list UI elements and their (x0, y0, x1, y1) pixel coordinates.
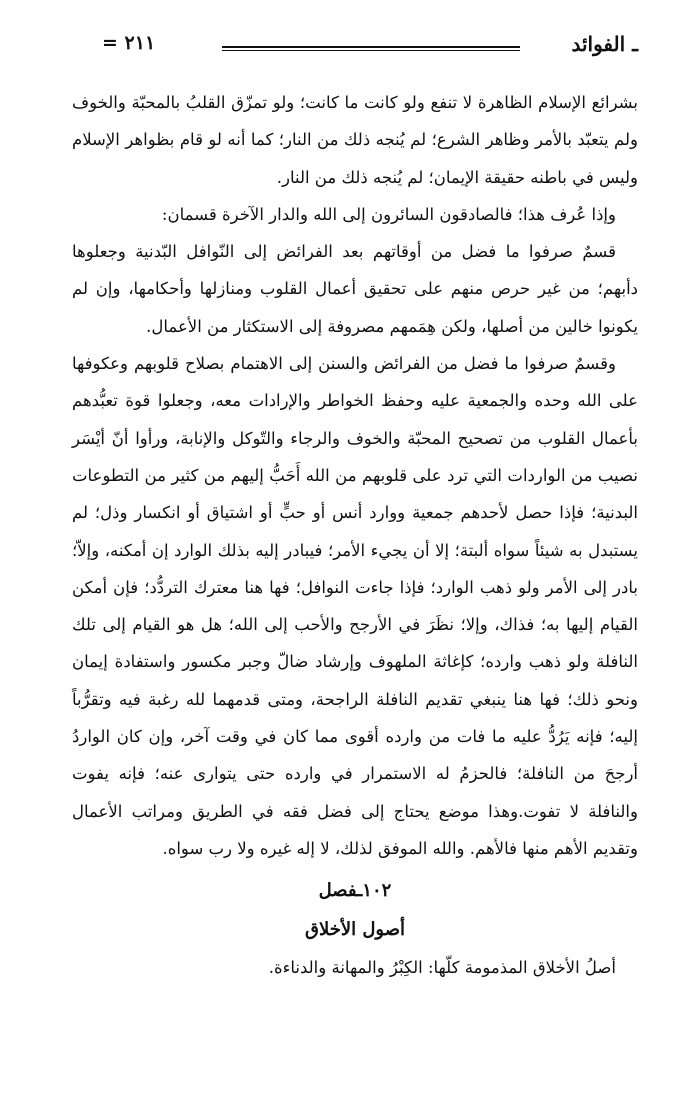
page-number: ٢١١ = (102, 32, 156, 54)
header-rule (222, 46, 520, 51)
page-header (72, 30, 638, 66)
section-title: أصول الأخلاق (304, 919, 406, 941)
paragraph: قسمٌ صرفوا ما فضل من أوقاتهم بعد الفرائض إلى النّوافل البّدنية وجعلوها دأبهم؛ من غير حرص منهم على تحقيق أعمال القلوب ومنازلها وأحكامها، وإن لم يكونوا خالين من أصلها، ولكن هِمَمهم مصروفة إلى الاستكثار من الأعمال. (72, 242, 638, 336)
paragraph: وقسمٌ صرفوا ما فضل من الفرائض والسنن إلى الاهتمام بصلاح قلوبهم وعكوفها على الله وحده والجمعية عليه وحفظ الخواطر والإرادات معه، وجعلوا قوة تعبُّدهم بأعمال القلوب من تصحيح المحبّة والخوف والرجاء والتّوكل والإنابة، ورأوا أنّ أيْسَر نصيب من الواردات التي ترد على قلوبهم من الله أَحَبُّ إليهم من كثير من التطوعات البدنية؛ فإذا حصل لأحدهم جمعية ووارد أنس أو حبٍّ أو اشتياق أو انكسار وذل؛ لم يستبدل به شيئاً سواه ألبتة؛ إلا أن يجيء الأمر؛ فيبادر إليه بذلك الوارد إن أمكنه، وإلاّ؛ بادر إلى الأمر ولو ذهب الوارد؛ فإذا جاءت النوافل؛ فها هنا معترك التردُّد؛ فإن أمكن القيام إليها به؛ فذاك، وإلا؛ نظَرَ في الأرجح والأحب إلى الله؛ هل هو القيام إلى تلك النافلة ولو ذهب وارده؛ كإغاثة الملهوف وإرشاد ضالّ وجبر مكسور واستفادة إيمان ونحو ذلك؛ فها هنا ينبغي تقديم النافلة الراجحة، ومتى قدمهما لله رغبة فيه وتقرُّباً إليه؛ فإنه يَرُدُّ عليه ما فات من وارده أقوى مما كان في وقت آخر، وإن كان الواردُ أرجحَ من النافلة؛ فالحزمُ له الاستمرار في وارده حتى يتوارى عنه؛ فإنه يفوت والنافلة لا تفوت.وهذا موضع يحتاج إلى فضل فقه في الطريق ومراتب الأعمال وتقديم الأهم منها فالأهم. والله الموفق لذلك، لا إله غيره ولا رب سواه. (72, 354, 638, 858)
main-text (72, 84, 638, 867)
running-title: ـ الفوائد (571, 32, 638, 56)
section-paragraph: أصلُ الأخلاق المذمومة كلّها: الكِبْرُ والمهانة والدناءة. (268, 958, 616, 978)
paragraph: بشرائع الإسلام الظاهرة لا تنفع ولو كانت ما كانت؛ ولو تمزّق القلبُ بالمحبّة والخوف ولم يتعبّد بالأمر وظاهر الشرع؛ لم يُنجه ذلك من النار؛ كما أنه لو قام بظواهر الإسلام وليس في باطنه حقيقة الإيمان؛ لم يُنجه ذلك من النار. (72, 93, 638, 187)
paragraph: وإذا عُرف هذا؛ فالصادقون السائرون إلى الله والدار الآخرة قسمان: (161, 204, 616, 224)
section-number: ١٠٢ـفصل (318, 880, 392, 902)
